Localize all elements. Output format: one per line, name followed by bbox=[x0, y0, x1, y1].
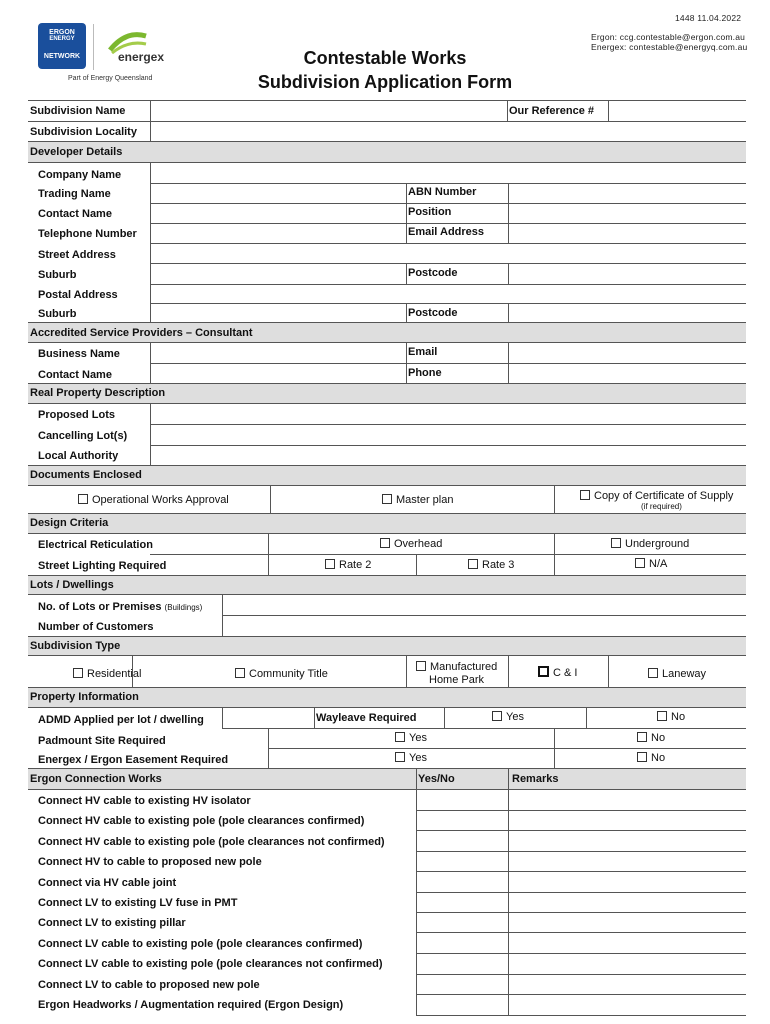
checkbox-manufactured-home-park[interactable] bbox=[416, 660, 497, 674]
checkbox-label: Laneway bbox=[662, 668, 707, 680]
heading-real-property: Real Property Description bbox=[30, 387, 166, 399]
checkbox-icon[interactable] bbox=[395, 752, 405, 762]
connection-row: Connect via HV cable joint bbox=[38, 877, 177, 889]
num-customers-field[interactable] bbox=[223, 616, 746, 635]
label-admd: ADMD Applied per lot / dwelling bbox=[38, 714, 204, 726]
rule bbox=[28, 575, 746, 576]
rule bbox=[268, 748, 746, 749]
ergon-logo-line2: ENERGY bbox=[49, 36, 75, 42]
label-postal-suburb: Suburb bbox=[38, 308, 77, 320]
checkbox-label: N/A bbox=[649, 558, 668, 570]
rule bbox=[416, 851, 746, 852]
checkbox-icon[interactable] bbox=[657, 711, 667, 721]
email-address-field[interactable] bbox=[509, 224, 746, 242]
heading-lots-dwellings: Lots / Dwellings bbox=[30, 579, 114, 591]
rule bbox=[28, 687, 746, 688]
rule bbox=[28, 513, 746, 514]
checkbox-label: Operational Works Approval bbox=[92, 494, 229, 506]
rule bbox=[150, 554, 746, 555]
label-trading-name: Trading Name bbox=[38, 188, 111, 200]
rule bbox=[406, 263, 407, 284]
asp-contact-name-field[interactable] bbox=[151, 364, 405, 382]
rule bbox=[416, 554, 417, 575]
connection-row: Connect HV cable to existing HV isolator bbox=[38, 795, 251, 807]
label-asp-phone: Phone bbox=[408, 367, 442, 379]
rule bbox=[416, 994, 746, 995]
checkbox-easement-no[interactable] bbox=[637, 751, 665, 765]
checkbox-icon[interactable] bbox=[73, 668, 83, 678]
checkbox-icon[interactable] bbox=[635, 558, 645, 568]
checkbox-master-plan[interactable] bbox=[382, 493, 453, 507]
checkbox-laneway[interactable] bbox=[648, 667, 706, 681]
rule bbox=[416, 830, 746, 831]
label-num-lots bbox=[38, 600, 202, 615]
checkbox-padmount-no[interactable] bbox=[637, 731, 665, 745]
proposed-lots-field[interactable] bbox=[151, 404, 746, 423]
connection-row: Connect HV cable to existing pole (pole clearances not confirmed) bbox=[38, 836, 385, 848]
rule bbox=[406, 655, 407, 687]
telephone-field[interactable] bbox=[151, 224, 405, 242]
rule bbox=[28, 383, 746, 384]
rule bbox=[222, 728, 746, 729]
checkbox-certificate-supply[interactable] bbox=[580, 489, 733, 503]
header-yes-no: Yes/No bbox=[418, 773, 455, 785]
postal-postcode-field[interactable] bbox=[509, 304, 746, 321]
rule bbox=[268, 533, 269, 575]
form-title-line1: Contestable Works bbox=[303, 48, 467, 68]
rule bbox=[416, 871, 746, 872]
checkbox-icon[interactable] bbox=[468, 559, 478, 569]
checkbox-label: Master plan bbox=[396, 494, 454, 506]
band-lots bbox=[28, 575, 746, 594]
label-cancelling-lots: Cancelling Lot(s) bbox=[38, 430, 128, 442]
rule bbox=[268, 728, 269, 768]
admd-field[interactable] bbox=[223, 708, 313, 727]
checkbox-label: No bbox=[651, 732, 666, 744]
asp-email-field[interactable] bbox=[509, 343, 746, 362]
checkbox-label: Overhead bbox=[394, 538, 443, 550]
checkbox-label: Yes bbox=[506, 711, 524, 723]
checkbox-icon[interactable] bbox=[235, 668, 245, 678]
subdivision-locality-field[interactable] bbox=[151, 122, 746, 140]
checkbox-wayleave-no[interactable] bbox=[657, 710, 685, 724]
rule bbox=[416, 892, 746, 893]
checkbox-label: Underground bbox=[625, 538, 690, 550]
checkbox-icon[interactable] bbox=[580, 490, 590, 500]
label-home-park: Home Park bbox=[429, 674, 485, 686]
label-position: Position bbox=[408, 206, 452, 218]
contact-name-field[interactable] bbox=[151, 204, 405, 222]
rule bbox=[28, 485, 746, 486]
checkbox-padmount-yes[interactable] bbox=[395, 731, 427, 745]
band-subdivision-type bbox=[28, 636, 746, 655]
checkbox-na[interactable] bbox=[635, 557, 667, 571]
checkbox-icon[interactable] bbox=[380, 538, 390, 548]
rule bbox=[586, 707, 587, 728]
label-wayleave: Wayleave Required bbox=[316, 712, 417, 724]
cancelling-lots-field[interactable] bbox=[151, 425, 746, 444]
label-company-name: Company Name bbox=[38, 169, 122, 181]
label-num-lots-note: (Buildings) bbox=[164, 603, 203, 612]
connection-row: Ergon Headworks / Augmentation required (Ergon Design) bbox=[38, 999, 344, 1011]
rule bbox=[28, 465, 746, 466]
label-abn-number: ABN Number bbox=[408, 186, 477, 198]
checkbox-icon[interactable] bbox=[325, 559, 335, 569]
heading-property-information: Property Information bbox=[30, 691, 139, 703]
checkbox-label: Yes bbox=[409, 752, 427, 764]
heading-asp: Accredited Service Providers – Consultant bbox=[30, 327, 253, 339]
checkbox-label: Rate 2 bbox=[339, 559, 372, 571]
checkbox-overhead[interactable] bbox=[380, 537, 442, 551]
rule bbox=[28, 655, 746, 656]
num-lots-field[interactable] bbox=[223, 595, 746, 614]
label-telephone-number: Telephone Number bbox=[38, 228, 137, 240]
checkbox-residential[interactable] bbox=[73, 667, 141, 681]
asp-phone-field[interactable] bbox=[509, 364, 746, 382]
checkbox-operational-works[interactable] bbox=[78, 493, 229, 507]
header-remarks: Remarks bbox=[512, 773, 559, 785]
connection-row: Connect LV to existing pillar bbox=[38, 917, 186, 929]
checkbox-label: Copy of Certificate of Supply bbox=[594, 490, 734, 502]
ergon-logo bbox=[38, 23, 86, 69]
postal-suburb-field[interactable] bbox=[151, 304, 405, 321]
heading-design-criteria: Design Criteria bbox=[30, 517, 109, 529]
suburb-field[interactable] bbox=[151, 264, 405, 283]
ergon-logo-line1: ERGON bbox=[49, 29, 75, 36]
checkbox-label: No bbox=[671, 711, 686, 723]
document-code: 1448 11.04.2022 bbox=[675, 13, 742, 23]
rule bbox=[608, 655, 609, 687]
rule bbox=[314, 707, 315, 728]
checkbox-label: Rate 3 bbox=[482, 559, 515, 571]
label-asp-contact-name: Contact Name bbox=[38, 369, 112, 381]
checkbox-label: Manufactured bbox=[430, 661, 498, 673]
checkbox-wayleave-yes[interactable] bbox=[492, 710, 524, 724]
rule bbox=[416, 932, 746, 933]
label-asp-email: Email bbox=[408, 346, 438, 358]
checkbox-rate2[interactable] bbox=[325, 558, 371, 572]
connection-row: Connect LV cable to existing pole (pole clearances confirmed) bbox=[38, 938, 363, 950]
label-business-name: Business Name bbox=[38, 348, 120, 360]
label-postcode: Postcode bbox=[408, 267, 458, 279]
rule bbox=[507, 100, 508, 121]
label-our-reference: Our Reference # bbox=[509, 105, 594, 117]
label-postal-address: Postal Address bbox=[38, 289, 118, 301]
postal-address-field[interactable] bbox=[151, 285, 746, 302]
checkbox-rate3[interactable] bbox=[468, 558, 514, 572]
checkbox-easement-yes[interactable] bbox=[395, 751, 427, 765]
rule bbox=[508, 768, 509, 1015]
trading-name-field[interactable] bbox=[151, 184, 405, 202]
checkbox-icon[interactable] bbox=[637, 752, 647, 762]
checkbox-icon[interactable] bbox=[611, 538, 621, 548]
label-contact-name: Contact Name bbox=[38, 208, 112, 220]
rule bbox=[270, 485, 271, 513]
abn-number-field[interactable] bbox=[509, 184, 746, 202]
connection-row: Connect LV cable to existing pole (pole clearances not confirmed) bbox=[38, 958, 383, 970]
label-street-address: Street Address bbox=[38, 249, 116, 261]
label-num-customers: Number of Customers bbox=[38, 621, 154, 633]
position-field[interactable] bbox=[509, 204, 746, 222]
label-electrical-reticulation: Electrical Reticulation bbox=[38, 539, 153, 551]
rule bbox=[554, 533, 555, 575]
rule bbox=[416, 953, 746, 954]
rule bbox=[416, 810, 746, 811]
certificate-note: (if required) bbox=[641, 502, 682, 511]
company-name-field[interactable] bbox=[151, 163, 746, 182]
ergon-contact-email: Ergon: ccg.contestable@ergon.com.au bbox=[591, 32, 746, 42]
label-suburb: Suburb bbox=[38, 269, 77, 281]
band-design bbox=[28, 513, 746, 533]
label-postal-postcode: Postcode bbox=[408, 307, 458, 319]
label-easement: Energex / Ergon Easement Required bbox=[38, 754, 229, 766]
local-authority-field[interactable] bbox=[151, 446, 746, 464]
postcode-field[interactable] bbox=[509, 264, 746, 283]
checkbox-icon[interactable] bbox=[637, 732, 647, 742]
checkbox-icon[interactable] bbox=[538, 666, 549, 677]
heading-developer-details: Developer Details bbox=[30, 146, 123, 158]
label-padmount: Padmount Site Required bbox=[38, 735, 166, 747]
checkbox-label: C & I bbox=[553, 667, 578, 679]
checkbox-underground[interactable] bbox=[611, 537, 689, 551]
rule bbox=[28, 141, 746, 142]
rule bbox=[28, 707, 746, 708]
rule bbox=[508, 655, 509, 687]
rule bbox=[554, 485, 555, 513]
label-proposed-lots: Proposed Lots bbox=[38, 409, 116, 421]
checkbox-label: No bbox=[651, 752, 666, 764]
subdivision-name-field[interactable] bbox=[151, 101, 506, 120]
checkbox-icon[interactable] bbox=[492, 711, 502, 721]
connection-row: Connect HV cable to existing pole (pole clearances confirmed) bbox=[38, 815, 365, 827]
energex-logo bbox=[100, 30, 175, 66]
heading-connection-works: Ergon Connection Works bbox=[30, 773, 162, 785]
rule bbox=[416, 768, 417, 1015]
rule bbox=[406, 303, 407, 322]
label-num-lots-text: No. of Lots or Premises bbox=[38, 601, 162, 613]
rule bbox=[416, 1015, 746, 1016]
street-address-field[interactable] bbox=[151, 244, 746, 262]
checkbox-icon[interactable] bbox=[78, 494, 88, 504]
logo-tagline: Part of Energy Queensland bbox=[68, 75, 153, 82]
form-title-line2: Subdivision Application Form bbox=[257, 72, 513, 92]
business-name-field[interactable] bbox=[151, 343, 405, 362]
rule bbox=[28, 768, 746, 769]
checkbox-label: Yes bbox=[409, 732, 427, 744]
logo-divider bbox=[93, 24, 94, 70]
checkbox-icon[interactable] bbox=[382, 494, 392, 504]
connection-row: Connect LV to existing LV fuse in PMT bbox=[38, 897, 238, 909]
heading-subdivision-type: Subdivision Type bbox=[30, 640, 121, 652]
label-street-lighting: Street Lighting Required bbox=[38, 560, 167, 572]
connection-row: Connect LV to cable to proposed new pole bbox=[38, 979, 260, 991]
checkbox-community-title[interactable] bbox=[235, 667, 328, 681]
rule bbox=[406, 183, 407, 243]
energex-logo-text: energex bbox=[118, 50, 165, 64]
checkbox-label: Community Title bbox=[249, 668, 328, 680]
our-reference-field[interactable] bbox=[609, 101, 746, 120]
label-subdivision-name: Subdivision Name bbox=[30, 105, 126, 117]
rule bbox=[416, 912, 746, 913]
rule bbox=[416, 974, 746, 975]
rule bbox=[28, 789, 746, 790]
checkbox-c-and-i[interactable] bbox=[538, 666, 577, 680]
label-email-address: Email Address bbox=[408, 226, 485, 238]
checkbox-icon[interactable] bbox=[416, 661, 426, 671]
rule bbox=[28, 636, 746, 637]
rule bbox=[444, 707, 445, 728]
energex-contact-email: Energex: contestable@energyq.com.au bbox=[591, 42, 748, 52]
rule bbox=[28, 533, 746, 534]
label-subdivision-locality: Subdivision Locality bbox=[30, 126, 137, 138]
heading-documents: Documents Enclosed bbox=[30, 469, 142, 481]
rule bbox=[554, 728, 555, 768]
band-developer bbox=[28, 141, 746, 162]
checkbox-icon[interactable] bbox=[395, 732, 405, 742]
label-local-authority: Local Authority bbox=[38, 450, 119, 462]
rule bbox=[28, 322, 746, 323]
rule bbox=[406, 342, 407, 383]
checkbox-label: Residential bbox=[87, 668, 142, 680]
ergon-logo-line3: NETWORK bbox=[43, 53, 81, 60]
checkbox-icon[interactable] bbox=[648, 668, 658, 678]
connection-row: Connect HV to cable to proposed new pole bbox=[38, 856, 262, 868]
